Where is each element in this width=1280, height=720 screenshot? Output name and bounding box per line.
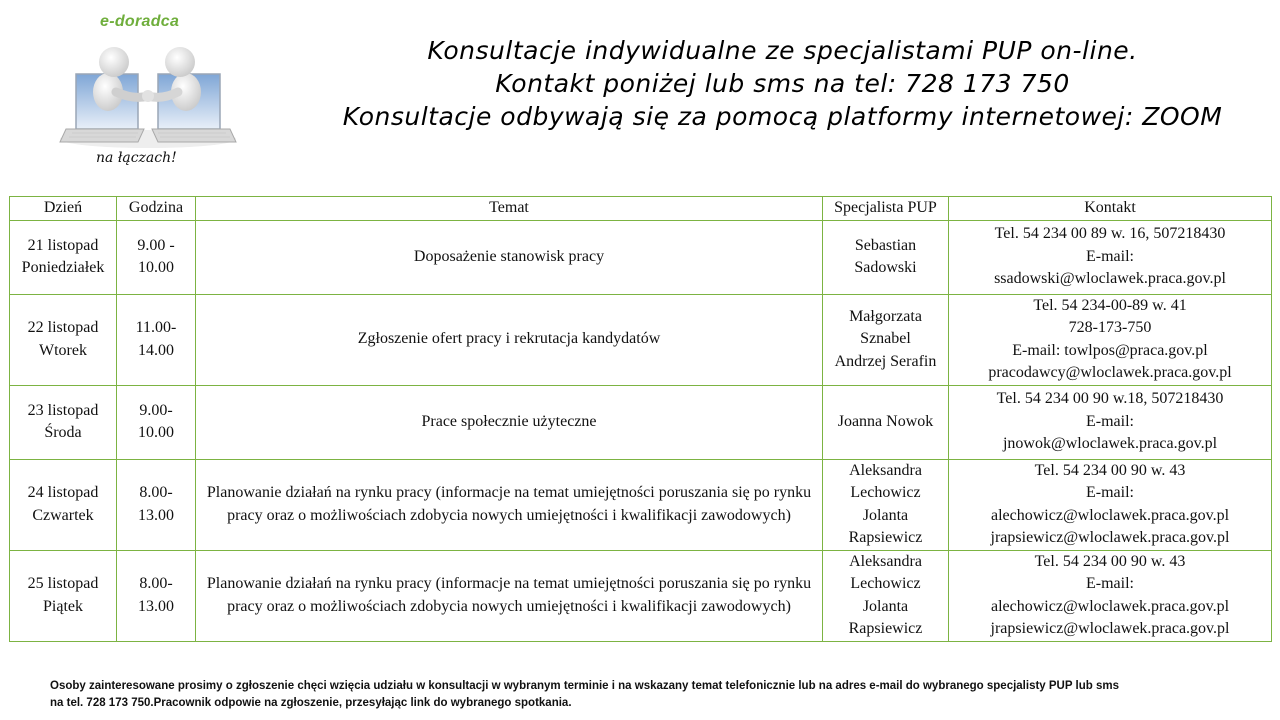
contact-phone: Tel. 54 234 00 89 w. 16, 507218430 — [994, 225, 1226, 243]
day-cell — [10, 459, 117, 550]
day-cell — [10, 385, 117, 459]
contact-phone: Tel. 54 234-00-89 w. 41 — [1033, 296, 1187, 314]
contact-email-label: E-mail: — [1086, 247, 1134, 265]
header-announcement — [290, 34, 1275, 133]
column-header-hour: Godzina — [117, 197, 196, 221]
contact-email[interactable]: pracodawcy@wloclawek.praca.gov.pl — [988, 364, 1232, 381]
hour-start: 11.00- — [135, 319, 177, 336]
footer-note — [50, 678, 1260, 712]
topic-text: Planowanie działań na rynku pracy (informacje na temat umiejętności poruszania się po rynku pracy oraz o możliwościach zdobycia nowych umiejętności i kwalifikacji zawodowych) — [206, 484, 812, 524]
hour-start: 9.00- — [139, 401, 173, 419]
column-header-contact: Kontakt — [949, 197, 1272, 221]
day-date: 24 listopad — [27, 484, 99, 501]
day-date: 23 listopad — [27, 401, 99, 419]
day-weekday: Środa — [44, 424, 82, 441]
table-row — [10, 294, 1272, 385]
day-weekday: Czwartek — [32, 506, 94, 524]
specialist-line: Andrzej Serafin — [834, 352, 937, 370]
specialist-line: Małgorzata — [849, 307, 922, 325]
topic-cell — [196, 220, 823, 294]
footer-line: na tel. 728 173 750.Pracownik odpowie na zgłoszenie, przesyłając link do wybranego spotkania. — [50, 697, 572, 709]
topic-text: Planowanie działań na rynku pracy (informacje na temat umiejętności poruszania się po rynku pracy oraz o możliwościach zdobycia nowych umiejętności i kwalifikacji zawodowych) — [206, 575, 812, 615]
header-line: Konsultacje odbywają się za pomocą platformy internetowej: ZOOM — [342, 102, 1223, 131]
specialist-line: Rapsiewicz — [848, 620, 923, 637]
specialist-cell — [823, 550, 949, 641]
column-header-day: Dzień — [10, 197, 117, 221]
hour-cell — [117, 220, 196, 294]
specialist-line: Sebastian — [854, 236, 917, 254]
contact-email-label: E-mail: — [1086, 484, 1134, 501]
consultation-schedule-table — [9, 196, 1272, 642]
specialist-line: Aleksandra — [849, 552, 922, 570]
contact-email[interactable]: alechowicz@wloclawek.praca.gov.pl — [990, 506, 1230, 524]
day-weekday: Piątek — [43, 597, 83, 615]
topic-text: Zgłoszenie ofert pracy i rekrutacja kandydatów — [357, 330, 661, 348]
specialist-cell — [823, 294, 949, 385]
hour-end: 14.00 — [138, 341, 174, 359]
contact-email-label: E-mail: — [1086, 412, 1134, 430]
hour-end: 10.00 — [138, 259, 174, 276]
day-cell — [10, 294, 117, 385]
contact-email-label: E-mail: — [1086, 575, 1134, 592]
contact-cell — [949, 385, 1272, 459]
topic-cell — [196, 385, 823, 459]
hour-end: 13.00 — [138, 597, 174, 615]
topic-text: Prace społecznie użyteczne — [421, 412, 597, 430]
contact-email[interactable]: ssadowski@wloclawek.praca.gov.pl — [994, 270, 1226, 288]
specialist-line: Jolanta — [862, 506, 909, 524]
day-date: 25 listopad — [27, 575, 99, 592]
hour-end: 10.00 — [138, 424, 174, 441]
specialist-line: Lechowicz — [850, 575, 921, 592]
contact-email[interactable]: jrapsiewicz@wloclawek.praca.gov.pl — [990, 620, 1230, 637]
day-weekday: Wtorek — [39, 341, 87, 359]
table-row — [10, 385, 1272, 459]
contact-cell — [949, 294, 1272, 385]
specialist-line: Rapsiewicz — [848, 529, 923, 546]
e-doradca-logo — [58, 10, 238, 175]
specialist-line: Joanna Nowok — [837, 412, 934, 430]
hour-cell — [117, 550, 196, 641]
footer-line: Osoby zainteresowane prosimy o zgłoszenie chęci wzięcia udziału w konsultacji w wybranym terminie i na wskazany temat telefonicznie lub na adres e-mail do wybranego specjalisty PUP lub sms — [50, 680, 1119, 692]
header-line: Konsultacje indywidualne ze specjalistami PUP on-line. — [427, 36, 1138, 65]
contact-email[interactable]: jnowok@wloclawek.praca.gov.pl — [1002, 435, 1218, 453]
contact-cell — [949, 550, 1272, 641]
column-header-topic: Temat — [196, 197, 823, 221]
logo-caption-text: na łączach! — [96, 150, 177, 166]
hour-start: 8.00- — [139, 484, 173, 501]
table-row — [10, 220, 1272, 294]
hour-start: 8.00- — [139, 575, 173, 592]
header-line: Kontakt poniżej lub sms na tel: 728 173 750 — [495, 69, 1070, 98]
hour-cell — [117, 294, 196, 385]
topic-text: Doposażenie stanowisk pracy — [413, 247, 605, 265]
specialist-cell — [823, 459, 949, 550]
hour-start: 9.00 - — [137, 236, 175, 254]
contact-phone: Tel. 54 234 00 90 w. 43 — [1034, 552, 1186, 570]
logo-brand-text: e-doradca — [100, 13, 180, 30]
topic-cell — [196, 294, 823, 385]
column-header-specialist: Specjalista PUP — [823, 197, 949, 221]
contact-phone-mobile: 728-173-750 — [1068, 319, 1152, 336]
day-date: 21 listopad — [27, 236, 99, 254]
contact-email[interactable]: alechowicz@wloclawek.praca.gov.pl — [990, 597, 1230, 615]
specialist-line: Aleksandra — [849, 461, 922, 479]
day-weekday: Poniedziałek — [21, 259, 105, 276]
topic-cell — [196, 459, 823, 550]
hour-cell — [117, 385, 196, 459]
hour-cell — [117, 459, 196, 550]
topic-cell — [196, 550, 823, 641]
table-row — [10, 459, 1272, 550]
contact-email[interactable]: jrapsiewicz@wloclawek.praca.gov.pl — [990, 529, 1230, 546]
specialist-line: Sznabel — [860, 330, 911, 348]
day-cell — [10, 220, 117, 294]
table-row — [10, 550, 1272, 641]
table-header-row — [10, 197, 1272, 221]
specialist-line: Sadowski — [854, 259, 917, 276]
specialist-line: Jolanta — [862, 597, 909, 615]
day-cell — [10, 550, 117, 641]
specialist-cell — [823, 220, 949, 294]
contact-phone: Tel. 54 234 00 90 w.18, 507218430 — [996, 390, 1224, 408]
specialist-cell — [823, 385, 949, 459]
contact-cell — [949, 459, 1272, 550]
contact-cell — [949, 220, 1272, 294]
contact-phone: Tel. 54 234 00 90 w. 43 — [1034, 461, 1186, 479]
handshake-laptops-icon — [58, 34, 238, 149]
hour-end: 13.00 — [138, 506, 174, 524]
day-date: 22 listopad — [27, 319, 99, 336]
specialist-line: Lechowicz — [850, 484, 921, 501]
contact-email[interactable]: E-mail: towlpos@praca.gov.pl — [1012, 341, 1208, 359]
